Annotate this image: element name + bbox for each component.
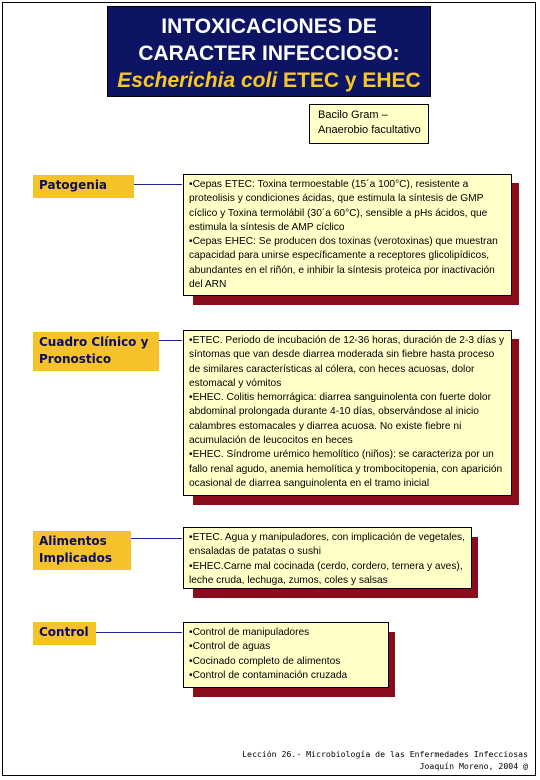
- title-line-3: [108, 69, 430, 93]
- connector-line: [159, 340, 182, 341]
- title-strains: ETEC y EHEC: [277, 69, 421, 92]
- section-label-line: Implicados: [39, 551, 112, 565]
- footer-credit: [242, 748, 528, 772]
- card-control: [183, 622, 389, 688]
- card-paragraph: •Control de contaminación cruzada: [189, 669, 348, 681]
- card-cuadro-clinico: [183, 330, 512, 496]
- connector-line: [134, 184, 182, 185]
- section-label-cuadro-clinico: [33, 332, 159, 371]
- bacilo-line-1: Bacilo Gram –: [318, 109, 388, 121]
- title-line-1: INTOXICACIONES DE: [161, 15, 377, 38]
- title-banner: [107, 6, 431, 97]
- section-label-line: Alimentos: [39, 534, 107, 548]
- connector-line: [96, 632, 182, 633]
- card-paragraph: •ETEC. Periodo de incubación de 12-36 horas, duración de 2-3 días y síntomas que van desde diarrea moderada sin fiebre hasta proceso de similares características al cólera, con heces acuosas, dolor estomacal y vómitos: [189, 335, 505, 389]
- card-paragraph: •Control de manipuladores: [189, 627, 310, 638]
- footer-course: Lección 26.- Microbiología de las Enfermedades Infecciosas: [242, 749, 528, 759]
- card-paragraph: •Cepas ETEC: Toxina termoestable (15´a 100°C), resistente a proteolisis y condiciones ácidas, que estimula la síntesis de GMP cíclico y Toxina termolábil (30´a 60°C), sensible a pHs ácidos, que estimula la síntesis de AMP cíclico: [189, 179, 488, 233]
- footer-author: Joaquín Moreno, 2004 @: [419, 761, 528, 771]
- card-paragraph: •EHEC. Síndrome urémico hemolítico (niños): se caracteriza por un fallo renal agudo, anemia hemolítica y trombocitopenia, con aparición ocasional de diarrea sanguinolenta en el tramo inicial: [189, 449, 503, 489]
- title-line-2: CARACTER INFECCIOSO:: [138, 42, 400, 65]
- section-label-alimentos: [33, 531, 131, 570]
- connector-line: [131, 538, 182, 539]
- section-label-line: Pronostico: [39, 352, 112, 366]
- card-paragraph: •ETEC. Agua y manipuladores, con implicación de vegetales, ensaladas de patatas o sushi: [189, 532, 465, 558]
- title-organism: Escherichia coli: [117, 69, 278, 92]
- section-label-line: Patogenia: [39, 178, 108, 192]
- card-paragraph: •Cocinado completo de alimentos: [189, 655, 341, 667]
- section-label-line: Control: [39, 625, 89, 639]
- section-label-control: [33, 622, 96, 645]
- card-paragraph: •EHEC. Colitis hemorrágica: diarrea sanguinolenta con fuerte dolor abdominal prolongada durante 4-10 días, observándose al inicio calambres estomacales y diarrea acuosa. No existe fiebre ni acumulación de leucocitos en heces: [189, 392, 491, 447]
- section-label-line: Cuadro Clínico y: [39, 335, 149, 349]
- bacilo-note: [309, 104, 429, 144]
- card-patogenia: [183, 174, 512, 296]
- card-paragraph: •Cepas EHEC: Se producen dos toxinas (verotoxinas) que muestran capacidad para unirse específicamente a receptores glicolipídicos, abundantes en el riñón, e inhibir la síntesis proteica por inactivación del ARN: [189, 236, 498, 291]
- card-alimentos: [183, 527, 472, 589]
- card-paragraph: •EHEC.Carne mal cocinada (cerdo, cordero, ternera y aves), leche cruda, lechuga, zumos, coles y salsas: [189, 560, 463, 586]
- bacilo-line-2: Anaerobio facultativo: [318, 124, 421, 136]
- section-label-patogenia: [33, 175, 134, 198]
- card-paragraph: •Control de aguas: [189, 641, 271, 653]
